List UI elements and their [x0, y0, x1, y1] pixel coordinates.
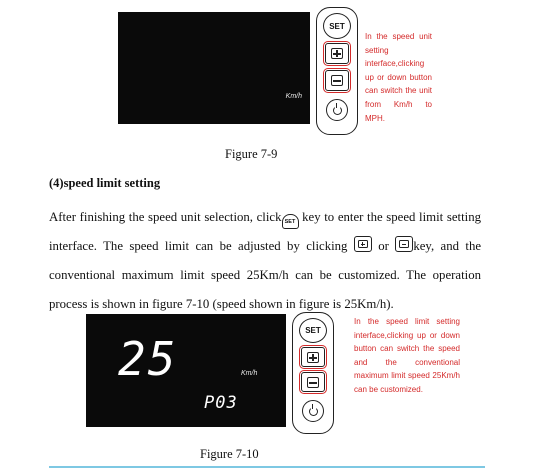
- body-paragraph: [49, 203, 481, 319]
- power-icon: [309, 407, 318, 416]
- minus-icon: [307, 377, 319, 388]
- figure-caption: Figure 7-9: [225, 147, 278, 161]
- set-button-label: SET: [329, 21, 345, 31]
- set-icon: SET: [282, 214, 299, 229]
- section-heading: (4)speed limit setting: [49, 176, 161, 190]
- display-screen-speed-limit: [86, 314, 286, 427]
- down-button[interactable]: [301, 372, 325, 392]
- handlebar-remote: [292, 312, 334, 434]
- speed-value: 25: [118, 332, 178, 386]
- speed-limit-note: In the speed limit setting interface,clicking up or down button can switch the speed and the conventional maximum limit speed 25Km/h can be customized.: [354, 317, 460, 394]
- minus-icon: [331, 75, 343, 86]
- up-button[interactable]: [325, 43, 349, 64]
- paragraph-text: or: [378, 239, 389, 253]
- power-button[interactable]: [302, 400, 324, 422]
- up-button[interactable]: [301, 347, 325, 367]
- paragraph-text: After finishing the speed unit selection, click: [49, 210, 282, 224]
- speed-unit-label: Km/h: [241, 370, 258, 377]
- handlebar-remote: [316, 7, 358, 135]
- set-button[interactable]: [299, 318, 327, 343]
- set-button[interactable]: [323, 13, 351, 39]
- set-button-label: SET: [305, 326, 321, 335]
- minus-icon: [395, 236, 413, 252]
- speed-unit-label: Km/h: [285, 93, 302, 100]
- figure-caption: Figure 7-10: [200, 447, 259, 461]
- plus-icon: [307, 352, 319, 363]
- plus-icon: [354, 236, 372, 252]
- power-button[interactable]: [326, 99, 348, 121]
- speed-unit-note: In the speed unit setting interface,clicking up or down button can switch the unit from Km/h to MPH.: [365, 32, 432, 123]
- display-screen-speed-unit: [118, 12, 310, 124]
- parameter-code: P03: [204, 393, 238, 413]
- page-divider: [49, 466, 485, 468]
- down-button[interactable]: [325, 70, 349, 91]
- plus-icon: [331, 48, 343, 59]
- paragraph-text: key, and the conventional maximum limit speed 25Km/h can be customized. The operation process is shown in figure 7-10 (speed shown in figure is 25Km/h).: [49, 239, 482, 311]
- paragraph-text: key to enter the speed limit setting interface. The speed limit can be adjusted by clicking: [49, 210, 481, 253]
- power-icon: [333, 106, 342, 115]
